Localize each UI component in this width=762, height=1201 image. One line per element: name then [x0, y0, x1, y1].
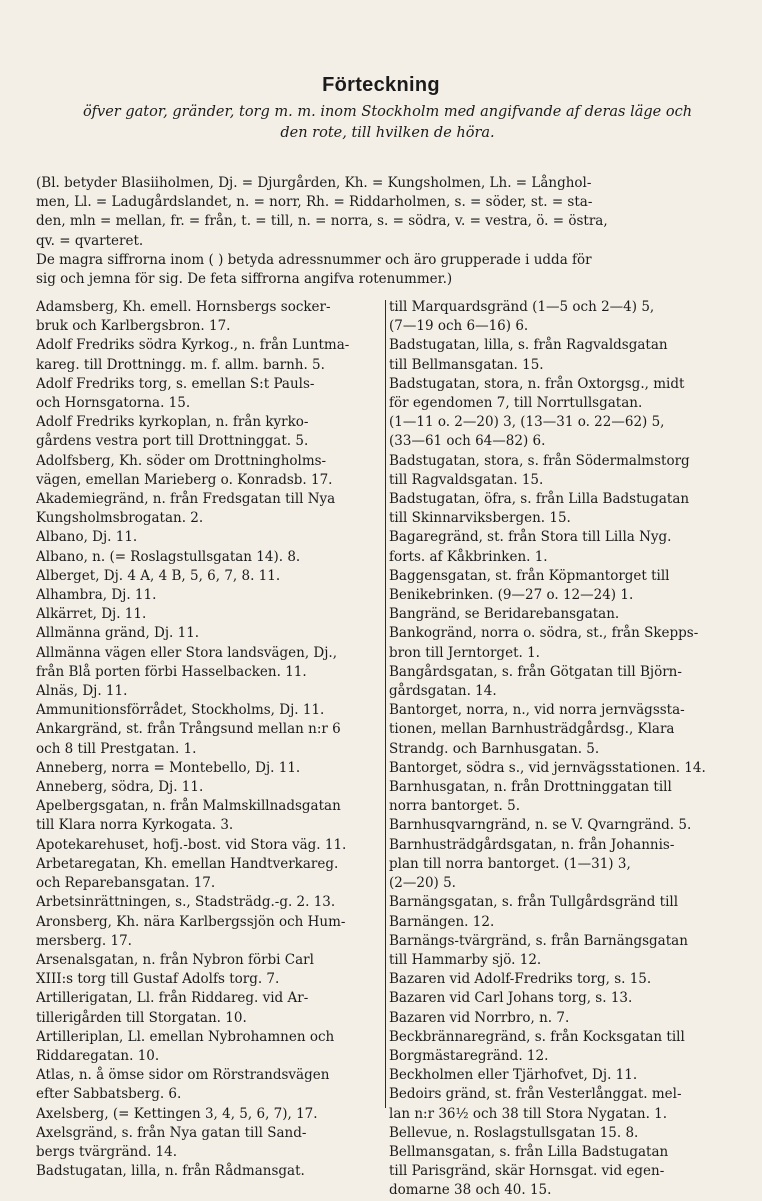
entry-line: Badstugatan, öfra, s. från Lilla Badstugatan — [389, 491, 690, 508]
entry-line: Arbetaregatan, Kh. emellan Handtverkareg. — [36, 855, 339, 872]
entry-line: Alkärret, Dj. 11. — [36, 606, 147, 623]
entry-line: Bantorget, norra, n., vid norra jernvägssta- — [389, 702, 685, 719]
entry-line: Alberget, Dj. 4 A, 4 B, 5, 6, 7, 8. 11. — [36, 567, 281, 584]
entry-line: Ankargränd, st. från Trångsund mellan n:r 6 — [36, 721, 341, 738]
entry-line: Aronsberg, Kh. nära Karlbergssjön och Hum- — [36, 913, 346, 930]
entry-line: Bangränd, se Beridarebansgatan. — [389, 606, 620, 623]
entry-line: till Bellmansgatan. 15. — [389, 356, 544, 373]
entry-line: bruk och Karlbergsbron. 17. — [36, 318, 231, 335]
entry-line: XIII:s torg till Gustaf Adolfs torg. 7. — [36, 971, 280, 988]
entry-line: Allmänna gränd, Dj. 11. — [36, 625, 200, 642]
entry-line: Badstugatan, lilla, s. från Ragvaldsgatan — [389, 337, 668, 354]
entry-line: Riddaregatan. 10. — [36, 1047, 160, 1064]
entry-line: Barnhusträdgårdsgatan, n. från Johannis- — [389, 836, 675, 853]
entry-line: Albano, n. (= Roslagstullsgatan 14). 8. — [36, 548, 301, 565]
entry-line: Adolf Fredriks kyrkoplan, n. från kyrko- — [36, 414, 309, 431]
subtitle-line: den rote, till hvilken de höra. — [280, 125, 495, 141]
entry-line: Arsenalsgatan, n. från Nybron förbi Carl — [36, 951, 314, 968]
entry-line: Adolfsberg, Kh. söder om Drottningholms- — [36, 452, 327, 469]
right-column — [389, 298, 739, 1201]
entry-line: och Hornsgatorna. 15. — [36, 395, 191, 412]
entry-line: Adolf Fredriks södra Kyrkog., n. från Luntma- — [36, 337, 350, 354]
entry-line: vägen, emellan Marieberg o. Konradsb. 17. — [36, 471, 333, 488]
entry-line: domarne 38 och 40. 15. — [389, 1182, 552, 1199]
entry-line: till Parisgränd, skär Hornsgat. vid egen- — [389, 1163, 665, 1180]
entry-line: från Blå porten förbi Hasselbacken. 11. — [36, 663, 307, 680]
entry-line: Ammunitionsförrådet, Stockholms, Dj. 11. — [36, 702, 325, 719]
entry-line: Bangårdsgatan, s. från Götgatan till Björn- — [389, 663, 682, 680]
entry-line: Barnängs-tvärgränd, s. från Barnängsgatan — [389, 932, 688, 949]
entry-line: kareg. till Drottningg. m. f. allm. barnh. 5. — [36, 356, 325, 373]
entry-line: Anneberg, södra, Dj. 11. — [36, 779, 204, 796]
entry-line: Alnäs, Dj. 11. — [36, 683, 128, 700]
entry-line: Apelbergsgatan, n. från Malmskillnadsgatan — [36, 798, 341, 815]
intro-line: qv. = qvarteret. — [36, 232, 144, 249]
entry-line: och 8 till Prestgatan. 1. — [36, 740, 197, 757]
entry-line: mersberg. 17. — [36, 932, 132, 949]
entry-line: lan n:r 36½ och 38 till Stora Nygatan. 1. — [389, 1105, 668, 1122]
entry-line: Alhambra, Dj. 11. — [36, 587, 157, 604]
intro-line: sig och jemna för sig. De feta siffrorna angifva rotenummer.) — [36, 271, 453, 288]
entry-line: bergs tvärgränd. 14. — [36, 1143, 178, 1160]
entry-line: Borgmästaregränd. 12. — [389, 1047, 549, 1064]
entry-line: Anneberg, norra = Montebello, Dj. 11. — [36, 759, 301, 776]
intro-line: De magra siffrorna inom ( ) betyda adressnummer och äro grupperade i udda för — [36, 251, 592, 268]
entry-line: Bagaregränd, st. från Stora till Lilla Nyg. — [389, 529, 672, 546]
entry-line: Bedoirs gränd, st. från Vesterlånggat. mel- — [389, 1086, 682, 1103]
abbreviation-key — [36, 174, 736, 289]
left-column — [36, 298, 386, 1181]
entry-line: till Ragvaldsgatan. 15. — [389, 471, 544, 488]
entry-line: till Marquardsgränd (1—5 och 2—4) 5, — [389, 299, 655, 315]
entry-line: Beckholmen eller Tjärhofvet, Dj. 11. — [389, 1067, 638, 1084]
entry-line: Barnhusgatan, n. från Drottninggatan till — [389, 779, 672, 796]
entry-line: (2—20) 5. — [389, 875, 456, 892]
entry-line: Kungsholmsbrogatan. 2. — [36, 510, 204, 527]
entry-line: Barnhusqvarngränd, n. se V. Qvarngränd. 5. — [389, 817, 692, 834]
entry-line: Arbetsinrättningen, s., Stadsträdg.-g. 2. 13. — [36, 894, 336, 911]
entry-line: (33—61 och 64—82) 6. — [389, 433, 546, 450]
entry-line: Adolf Fredriks torg, s. emellan S:t Pauls- — [36, 375, 315, 392]
entry-line: Barnängsgatan, s. från Tullgårdsgränd till — [389, 894, 679, 911]
entry-line: Axelsgränd, s. från Nya gatan till Sand- — [36, 1124, 307, 1141]
entry-line: (7—19 och 6—16) 6. — [389, 318, 529, 335]
intro-line: (Bl. betyder Blasiiholmen, Dj. = Djurgården, Kh. = Kungsholmen, Lh. = Långhol- — [36, 175, 592, 191]
entry-line: norra bantorget. 5. — [389, 798, 520, 815]
entry-line: efter Sabbatsberg. 6. — [36, 1086, 182, 1103]
entry-line: Adamsberg, Kh. emell. Hornsbergs socker- — [36, 299, 331, 315]
intro-line: men, Ll. = Ladugårdslandet, n. = norr, Rh. = Riddarholmen, s. = söder, st. = sta- — [36, 194, 593, 211]
entry-line: Badstugatan, stora, s. från Södermalmstorg — [389, 452, 690, 469]
page-subtitle — [30, 102, 745, 144]
subtitle-line: öfver gator, gränder, torg m. m. inom Stockholm med angifvande af deras läge och — [82, 104, 693, 120]
entry-line: Badstugatan, lilla, n. från Rådmansgat. — [36, 1163, 305, 1180]
entry-line: Bankogränd, norra o. södra, st., från Skepps- — [389, 625, 699, 642]
entry-line: till Skinnarviksbergen. 15. — [389, 510, 571, 527]
entry-line: (1—11 o. 2—20) 3, (13—31 o. 22—62) 5, — [389, 414, 665, 431]
entry-line: Allmänna vägen eller Stora landsvägen, Dj., — [36, 644, 338, 661]
entry-line: Akademiegränd, n. från Fredsgatan till Nya — [36, 491, 336, 508]
entry-line: för egendomen 7, till Norrtullsgatan. — [389, 395, 643, 412]
entry-line: till Klara norra Kyrkogata. 3. — [36, 817, 234, 834]
intro-line: den, mln = mellan, fr. = från, t. = till, n. = norra, s. = södra, v. = vestra, ö. = östra, — [36, 213, 608, 230]
entry-line: Artilleriplan, Ll. emellan Nybrohamnen och — [36, 1028, 335, 1045]
entry-line: Bazaren vid Norrbro, n. 7. — [389, 1009, 570, 1026]
entry-line: och Reparebansgatan. 17. — [36, 875, 216, 892]
entry-line: Bantorget, södra s., vid jernvägsstationen. 14. — [389, 759, 706, 776]
entry-line: gårdsgatan. 14. — [389, 683, 497, 700]
entry-line: Badstugatan, stora, n. från Oxtorgsg., midt — [389, 375, 685, 392]
entry-line: Bellmansgatan, s. från Lilla Badstugatan — [389, 1143, 669, 1160]
entry-line: Albano, Dj. 11. — [36, 529, 138, 546]
entry-line: Beckbrännaregränd, s. från Kocksgatan till — [389, 1028, 685, 1045]
entry-line: Strandg. och Barnhusgatan. 5. — [389, 740, 600, 757]
entry-line: tillerigården till Storgatan. 10. — [36, 1009, 247, 1026]
entry-line: Artillerigatan, Ll. från Riddareg. vid Ar- — [36, 990, 309, 1007]
page-title: Förteckning — [322, 74, 440, 96]
entry-line: Bellevue, n. Roslagstullsgatan 15. 8. — [389, 1124, 639, 1141]
entry-line: forts. af Kåkbrinken. 1. — [389, 548, 548, 565]
entry-line: Bazaren vid Adolf-Fredriks torg, s. 15. — [389, 971, 652, 988]
entry-line: plan till norra bantorget. (1—31) 3, — [389, 855, 631, 872]
entry-line: Benikebrinken. (9—27 o. 12—24) 1. — [389, 587, 634, 604]
entry-line: tionen, mellan Barnhusträdgårdsg., Klara — [389, 721, 675, 738]
entry-line: Atlas, n. å ömse sidor om Rörstrandsvägen — [36, 1067, 330, 1084]
entry-line: Axelsberg, (= Kettingen 3, 4, 5, 6, 7), 17. — [36, 1105, 318, 1122]
entry-line: bron till Jerntorget. 1. — [389, 644, 540, 661]
entry-line: Baggensgatan, st. från Köpmantorget till — [389, 567, 670, 584]
entry-line: gårdens vestra port till Drottninggat. 5. — [36, 433, 309, 450]
entry-line: Apotekarehuset, hofj.-bost. vid Stora väg. 11. — [36, 836, 347, 853]
entry-line: Bazaren vid Carl Johans torg, s. 13. — [389, 990, 633, 1007]
entry-line: Barnängen. 12. — [389, 913, 495, 930]
entry-line: till Hammarby sjö. 12. — [389, 951, 542, 968]
column-divider — [385, 300, 386, 1108]
